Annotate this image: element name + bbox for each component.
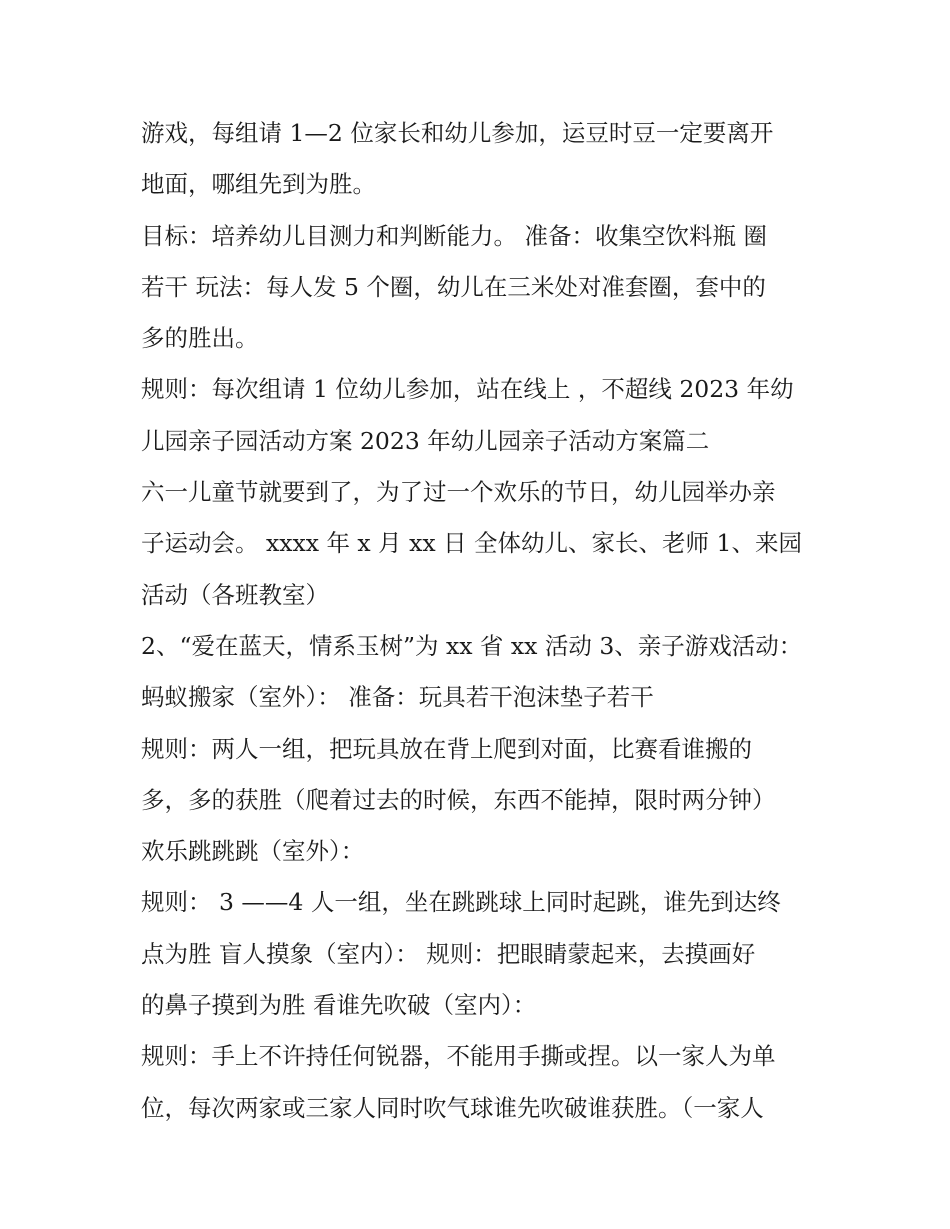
text-line: 欢乐跳跳跳（室外）： <box>141 837 365 866</box>
text-line: 的鼻子摸到为胜 看谁先吹破（室内）： <box>141 991 537 1020</box>
text-line: 儿园亲子园活动方案 2023 年幼儿园亲子活动方案篇二 <box>141 426 710 455</box>
text-line: 多的胜出。 <box>141 324 259 353</box>
text-line: 多，多的获胜（爬着过去的时候，东西不能掉，限时两分钟） <box>141 785 776 814</box>
text-line: 蚂蚁搬家（室外）： 准备：玩具若干泡沫垫子若干 <box>141 683 654 712</box>
text-line: 规则： 3 ——4 人一组，坐在跳跳球上同时起跳，谁先到达终 <box>141 888 781 917</box>
text-line: 规则：两人一组，把玩具放在背上爬到对面，比赛看谁搬的 <box>141 734 752 763</box>
body-text <box>141 108 831 1134</box>
text-line: 点为胜 盲人摸象（室内）： 规则：把眼睛蒙起来，去摸画好 <box>141 939 756 968</box>
text-line: 规则：手上不许持任何锐器，不能用手撕或捏。以一家人为单 <box>141 1042 776 1071</box>
text-line: 目标：培养幼儿目测力和判断能力。 准备：收集空饮料瓶 圈 <box>141 221 767 250</box>
text-line: 规则：每次组请 1 位幼儿参加，站在线上 ，不超线 2023 年幼 <box>141 375 794 404</box>
text-line: 六一儿童节就要到了，为了过一个欢乐的节日，幼儿园举办亲 <box>141 478 776 507</box>
text-line: 地面，哪组先到为胜。 <box>141 170 376 199</box>
text-line: 位，每次两家或三家人同时吹气球谁先吹破谁获胜。（一家人 <box>141 1093 764 1122</box>
text-line: 子运动会。 xxxx 年 x 月 xx 日 全体幼儿、家长、老师 1、来园 <box>141 529 802 558</box>
text-line: 若干 玩法：每人发 5 个圈，幼儿在三米处对准套圈，套中的 <box>141 272 766 301</box>
text-line: 活动（各班教室） <box>141 580 329 609</box>
text-line: 2、“爱在蓝天，情系玉树”为 xx 省 xx 活动 3、亲子游戏活动： <box>141 631 803 660</box>
text-line: 游戏，每组请 1—2 位家长和幼儿参加，运豆时豆一定要离开 <box>141 119 774 147</box>
